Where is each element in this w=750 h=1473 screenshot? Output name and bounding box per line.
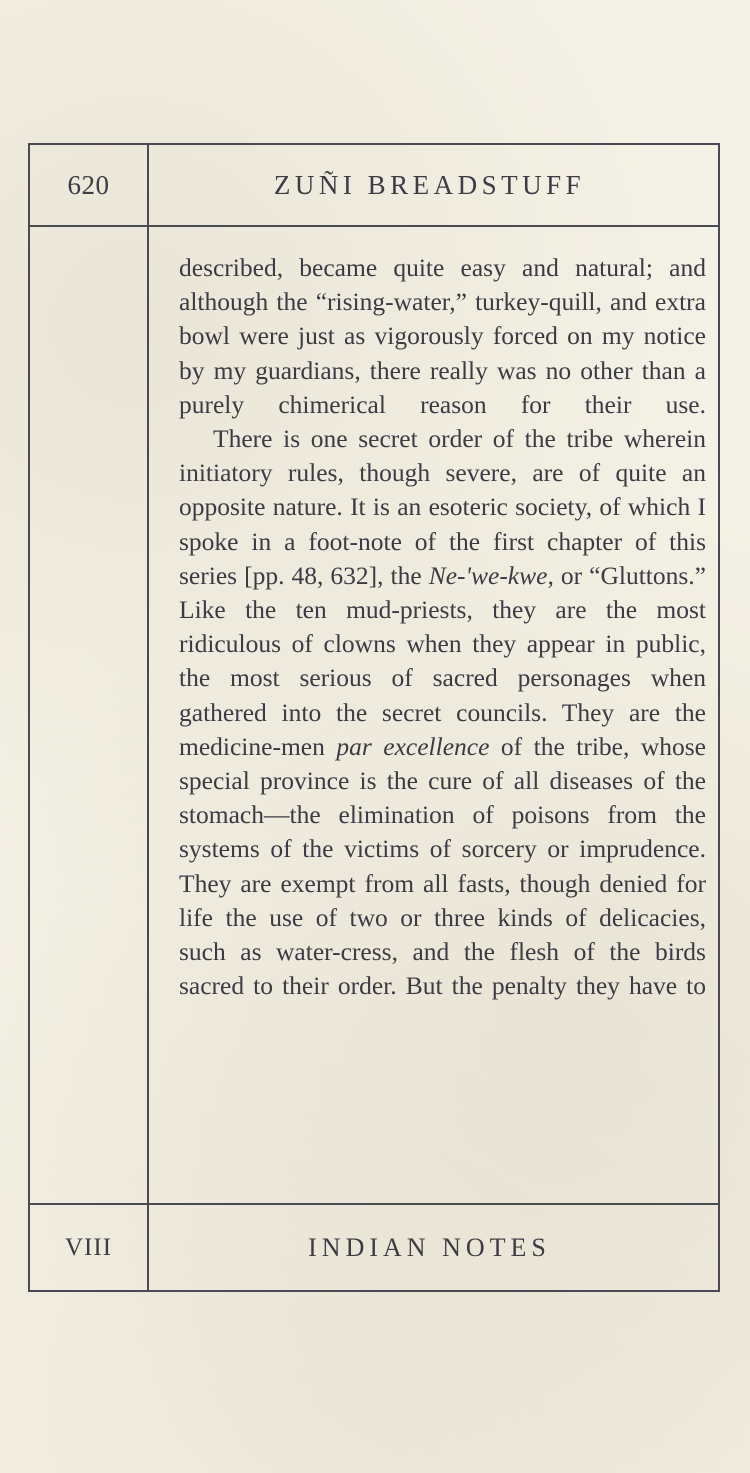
paragraph-2 [179, 422, 706, 1003]
volume-number-footer: VIII [64, 1233, 113, 1261]
paragraph-2-segment-2: or “Gluttons.” Like the ten mud-priests, they are the most ridiculous of clowns when they appear in public, the most serious of sacred personages when gathered into the secret councils. They are the medicine-men [179, 560, 706, 761]
paragraph-2-italic-term-1: Ne-'we-kwe, [428, 560, 554, 590]
body-text-column [147, 225, 718, 1205]
running-foot-title: INDIAN NOTES [308, 1232, 551, 1262]
paragraph-2-segment-3: of the tribe, whose special province is the cure of all diseases of the stomach—the elimination of poisons from the systems of the victims of sorcery or imprudence. They are exempt from all fasts, though denied for life the use of two or three kinds of delicacies, such as water-cress, and the flesh of the birds sacred to their order. But the penalty they have to [179, 731, 706, 1001]
paragraph-2-segment-1: There is one secret order of the tribe wherein initiatory rules, though severe, are of quite an opposite nature. It is an esoteric society, of which I spoke in a foot-note of the first chapter of this series [pp. 48, 632], the [179, 424, 706, 590]
paragraph-2-italic-term-2: par excellence [336, 731, 490, 761]
paragraph-1: described, became quite easy and natural; and although the “rising-water,” turkey-quill, and extra bowl were just as vigorously forced on my notice by my guardians, there really was no other than a purely chimerical reason for their use. [179, 253, 706, 419]
page-border-frame [28, 143, 720, 1292]
running-head-title: ZUÑI BREADSTUFF [273, 169, 586, 200]
page-number-header: 620 [67, 169, 110, 200]
